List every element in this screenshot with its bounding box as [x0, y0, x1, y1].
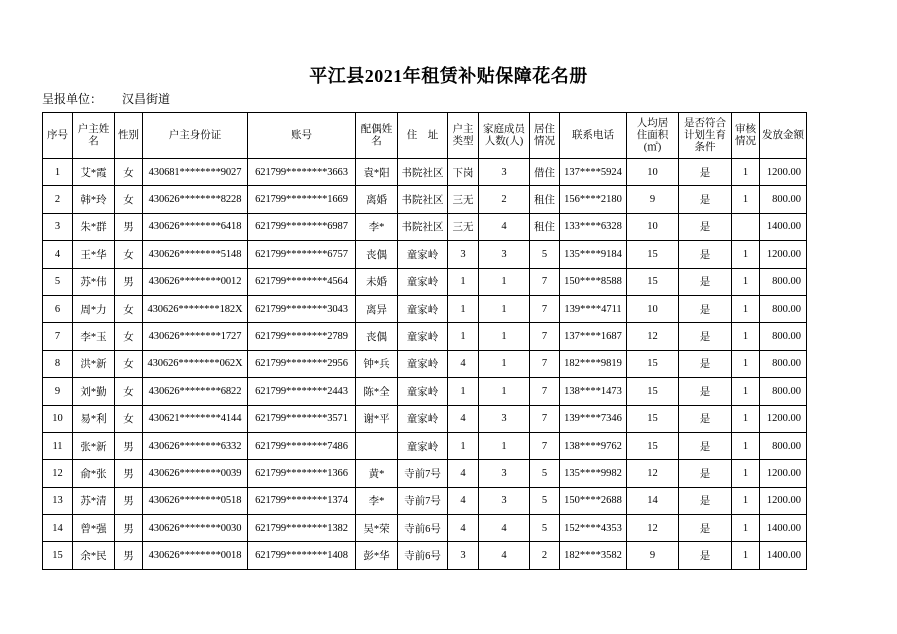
cell-id-number: 430626********6418	[143, 213, 248, 240]
cell-gender: 男	[115, 432, 143, 459]
cell-family-size: 1	[479, 268, 530, 295]
cell-area-per-person: 12	[627, 323, 679, 350]
cell-phone: 139****7346	[560, 405, 627, 432]
cell-spouse-name: 李*	[356, 487, 398, 514]
cell-account: 621799********1374	[248, 487, 356, 514]
table-row	[43, 186, 807, 213]
cell-account: 621799********2956	[248, 350, 356, 377]
cell-area-per-person: 12	[627, 515, 679, 542]
table-row	[43, 460, 807, 487]
cell-head-name: 易*利	[73, 405, 115, 432]
cell-account: 621799********3663	[248, 159, 356, 186]
cell-review-status: 1	[732, 159, 760, 186]
cell-amount: 800.00	[760, 295, 807, 322]
cell-spouse-name: 丧偶	[356, 323, 398, 350]
cell-amount: 800.00	[760, 268, 807, 295]
cell-id-number: 430626********0018	[143, 542, 248, 569]
cell-review-status: 1	[732, 186, 760, 213]
header-family-size: 家庭成员 人数(人)	[479, 113, 530, 159]
header-account: 账号	[248, 113, 356, 159]
cell-residence: 5	[530, 241, 560, 268]
cell-family-planning: 是	[679, 405, 732, 432]
cell-account: 621799********1669	[248, 186, 356, 213]
table-row	[43, 542, 807, 569]
cell-id-number: 430626********0039	[143, 460, 248, 487]
header-seq: 序号	[43, 113, 73, 159]
cell-family-planning: 是	[679, 268, 732, 295]
cell-head-name: 洪*新	[73, 350, 115, 377]
header-amount: 发放金额	[760, 113, 807, 159]
report-unit-value: 汉昌街道	[122, 92, 171, 106]
cell-amount: 1400.00	[760, 213, 807, 240]
cell-family-planning: 是	[679, 460, 732, 487]
cell-family-planning: 是	[679, 542, 732, 569]
cell-residence: 7	[530, 323, 560, 350]
cell-area-per-person: 9	[627, 542, 679, 569]
cell-gender: 女	[115, 405, 143, 432]
cell-address: 童家岭	[398, 405, 448, 432]
cell-head-name: 艾*霞	[73, 159, 115, 186]
cell-family-planning: 是	[679, 295, 732, 322]
cell-address: 书院社区	[398, 213, 448, 240]
cell-gender: 女	[115, 186, 143, 213]
cell-amount: 1400.00	[760, 542, 807, 569]
cell-gender: 女	[115, 241, 143, 268]
cell-gender: 女	[115, 323, 143, 350]
cell-phone: 137****1687	[560, 323, 627, 350]
cell-id-number: 430626********5148	[143, 241, 248, 268]
cell-spouse-name: 钟*兵	[356, 350, 398, 377]
cell-amount: 800.00	[760, 350, 807, 377]
cell-review-status: 1	[732, 378, 760, 405]
cell-residence: 租住	[530, 213, 560, 240]
cell-gender: 女	[115, 350, 143, 377]
cell-residence: 7	[530, 295, 560, 322]
cell-spouse-name: 离异	[356, 295, 398, 322]
cell-amount: 800.00	[760, 186, 807, 213]
cell-phone: 150****2688	[560, 487, 627, 514]
cell-address: 书院社区	[398, 159, 448, 186]
cell-family-size: 4	[479, 213, 530, 240]
cell-amount: 1200.00	[760, 159, 807, 186]
cell-residence: 7	[530, 268, 560, 295]
cell-spouse-name: 黄*	[356, 460, 398, 487]
cell-head-type: 三无	[448, 186, 479, 213]
cell-review-status: 1	[732, 487, 760, 514]
cell-gender: 女	[115, 378, 143, 405]
cell-family-size: 3	[479, 460, 530, 487]
report-unit-label: 呈报单位：	[42, 92, 103, 106]
cell-seq: 15	[43, 542, 73, 569]
cell-family-size: 3	[479, 241, 530, 268]
cell-family-size: 4	[479, 515, 530, 542]
cell-account: 621799********3571	[248, 405, 356, 432]
cell-account: 621799********2789	[248, 323, 356, 350]
table-row	[43, 268, 807, 295]
cell-review-status: 1	[732, 515, 760, 542]
table-row	[43, 350, 807, 377]
cell-phone: 133****6328	[560, 213, 627, 240]
cell-id-number: 430626********0518	[143, 487, 248, 514]
cell-amount: 800.00	[760, 432, 807, 459]
cell-amount: 1200.00	[760, 487, 807, 514]
table-row	[43, 378, 807, 405]
cell-gender: 女	[115, 295, 143, 322]
cell-head-type: 三无	[448, 213, 479, 240]
cell-account: 621799********1408	[248, 542, 356, 569]
table-row	[43, 295, 807, 322]
cell-id-number: 430626********182X	[143, 295, 248, 322]
cell-address: 童家岭	[398, 268, 448, 295]
table-row	[43, 432, 807, 459]
cell-head-name: 苏*伟	[73, 268, 115, 295]
cell-gender: 男	[115, 515, 143, 542]
report-unit	[42, 90, 170, 107]
cell-id-number: 430626********6822	[143, 378, 248, 405]
cell-family-size: 4	[479, 542, 530, 569]
cell-id-number: 430621********4144	[143, 405, 248, 432]
cell-area-per-person: 15	[627, 241, 679, 268]
cell-seq: 6	[43, 295, 73, 322]
table-row	[43, 241, 807, 268]
cell-spouse-name: 李*	[356, 213, 398, 240]
cell-family-planning: 是	[679, 241, 732, 268]
cell-phone: 135****9982	[560, 460, 627, 487]
cell-head-type: 3	[448, 241, 479, 268]
cell-review-status: 1	[732, 405, 760, 432]
cell-gender: 男	[115, 487, 143, 514]
cell-id-number: 430626********0012	[143, 268, 248, 295]
cell-review-status: 1	[732, 268, 760, 295]
cell-residence: 5	[530, 515, 560, 542]
cell-head-name: 朱*群	[73, 213, 115, 240]
cell-spouse-name: 未婚	[356, 268, 398, 295]
cell-spouse-name: 谢*平	[356, 405, 398, 432]
cell-seq: 1	[43, 159, 73, 186]
cell-family-size: 3	[479, 159, 530, 186]
cell-spouse-name: 丧偶	[356, 241, 398, 268]
cell-phone: 150****8588	[560, 268, 627, 295]
cell-seq: 11	[43, 432, 73, 459]
cell-id-number: 430681********9027	[143, 159, 248, 186]
cell-family-size: 2	[479, 186, 530, 213]
cell-area-per-person: 15	[627, 350, 679, 377]
cell-seq: 12	[43, 460, 73, 487]
header-area-per-person: 人均居 住面积 (㎡)	[627, 113, 679, 159]
cell-head-type: 下岗	[448, 159, 479, 186]
cell-address: 童家岭	[398, 323, 448, 350]
cell-residence: 2	[530, 542, 560, 569]
cell-head-type: 4	[448, 350, 479, 377]
cell-family-planning: 是	[679, 213, 732, 240]
cell-residence: 7	[530, 405, 560, 432]
cell-head-name: 俞*张	[73, 460, 115, 487]
cell-area-per-person: 10	[627, 159, 679, 186]
cell-address: 寺前7号	[398, 460, 448, 487]
cell-family-planning: 是	[679, 432, 732, 459]
roster-table	[42, 112, 807, 570]
cell-account: 621799********7486	[248, 432, 356, 459]
table-row	[43, 487, 807, 514]
cell-residence: 7	[530, 350, 560, 377]
cell-address: 童家岭	[398, 241, 448, 268]
header-phone: 联系电话	[560, 113, 627, 159]
header-gender: 性别	[115, 113, 143, 159]
cell-review-status	[732, 213, 760, 240]
cell-head-name: 曾*强	[73, 515, 115, 542]
cell-gender: 男	[115, 460, 143, 487]
cell-family-planning: 是	[679, 159, 732, 186]
cell-gender: 男	[115, 268, 143, 295]
header-row	[43, 113, 807, 159]
cell-family-planning: 是	[679, 378, 732, 405]
cell-address: 童家岭	[398, 432, 448, 459]
cell-amount: 1200.00	[760, 460, 807, 487]
cell-id-number: 430626********062X	[143, 350, 248, 377]
cell-family-size: 1	[479, 432, 530, 459]
cell-area-per-person: 15	[627, 268, 679, 295]
cell-amount: 800.00	[760, 323, 807, 350]
cell-review-status: 1	[732, 542, 760, 569]
cell-phone: 135****9184	[560, 241, 627, 268]
cell-residence: 借住	[530, 159, 560, 186]
cell-gender: 女	[115, 159, 143, 186]
cell-phone: 152****4353	[560, 515, 627, 542]
cell-head-name: 余*民	[73, 542, 115, 569]
cell-family-planning: 是	[679, 350, 732, 377]
cell-account: 621799********3043	[248, 295, 356, 322]
cell-residence: 5	[530, 487, 560, 514]
cell-review-status: 1	[732, 350, 760, 377]
cell-amount: 1400.00	[760, 515, 807, 542]
cell-seq: 13	[43, 487, 73, 514]
cell-head-type: 1	[448, 432, 479, 459]
cell-amount: 800.00	[760, 378, 807, 405]
cell-spouse-name: 袁*阳	[356, 159, 398, 186]
cell-amount: 1200.00	[760, 241, 807, 268]
cell-area-per-person: 15	[627, 432, 679, 459]
cell-seq: 10	[43, 405, 73, 432]
cell-head-type: 4	[448, 515, 479, 542]
cell-seq: 14	[43, 515, 73, 542]
cell-id-number: 430626********0030	[143, 515, 248, 542]
cell-review-status: 1	[732, 432, 760, 459]
cell-head-name: 李*玉	[73, 323, 115, 350]
header-id-number: 户主身份证	[143, 113, 248, 159]
cell-address: 寺前6号	[398, 515, 448, 542]
cell-id-number: 430626********8228	[143, 186, 248, 213]
cell-area-per-person: 15	[627, 405, 679, 432]
cell-family-size: 1	[479, 350, 530, 377]
table-row	[43, 405, 807, 432]
cell-address: 寺前7号	[398, 487, 448, 514]
cell-spouse-name: 彭*华	[356, 542, 398, 569]
cell-head-type: 4	[448, 487, 479, 514]
header-review-status: 审核 情况	[732, 113, 760, 159]
cell-review-status: 1	[732, 241, 760, 268]
cell-head-name: 刘*勤	[73, 378, 115, 405]
cell-account: 621799********2443	[248, 378, 356, 405]
cell-id-number: 430626********6332	[143, 432, 248, 459]
cell-spouse-name: 陈*全	[356, 378, 398, 405]
cell-family-planning: 是	[679, 515, 732, 542]
cell-family-size: 3	[479, 405, 530, 432]
cell-residence: 7	[530, 378, 560, 405]
cell-phone: 137****5924	[560, 159, 627, 186]
cell-head-type: 1	[448, 378, 479, 405]
cell-seq: 4	[43, 241, 73, 268]
cell-area-per-person: 15	[627, 378, 679, 405]
cell-residence: 5	[530, 460, 560, 487]
cell-address: 童家岭	[398, 295, 448, 322]
cell-seq: 2	[43, 186, 73, 213]
cell-seq: 9	[43, 378, 73, 405]
cell-account: 621799********6987	[248, 213, 356, 240]
cell-address: 童家岭	[398, 350, 448, 377]
cell-review-status: 1	[732, 323, 760, 350]
header-family-planning: 是否符合 计划生育 条件	[679, 113, 732, 159]
cell-account: 621799********6757	[248, 241, 356, 268]
cell-head-type: 1	[448, 268, 479, 295]
cell-head-name: 王*华	[73, 241, 115, 268]
header-head-name: 户主姓 名	[73, 113, 115, 159]
cell-family-size: 1	[479, 323, 530, 350]
cell-seq: 5	[43, 268, 73, 295]
cell-phone: 156****2180	[560, 186, 627, 213]
cell-area-per-person: 9	[627, 186, 679, 213]
cell-phone: 139****4711	[560, 295, 627, 322]
cell-seq: 3	[43, 213, 73, 240]
cell-residence: 租住	[530, 186, 560, 213]
cell-seq: 8	[43, 350, 73, 377]
cell-head-type: 1	[448, 295, 479, 322]
cell-head-type: 1	[448, 323, 479, 350]
cell-phone: 182****9819	[560, 350, 627, 377]
cell-area-per-person: 14	[627, 487, 679, 514]
cell-account: 621799********1366	[248, 460, 356, 487]
cell-phone: 182****3582	[560, 542, 627, 569]
cell-account: 621799********4564	[248, 268, 356, 295]
cell-gender: 男	[115, 213, 143, 240]
cell-head-type: 3	[448, 542, 479, 569]
cell-residence: 7	[530, 432, 560, 459]
table-row	[43, 159, 807, 186]
cell-address: 寺前6号	[398, 542, 448, 569]
cell-amount: 1200.00	[760, 405, 807, 432]
document-title: 平江县2021年租赁补贴保障花名册	[309, 66, 588, 86]
cell-head-type: 4	[448, 460, 479, 487]
cell-head-name: 韩*玲	[73, 186, 115, 213]
cell-head-name: 苏*清	[73, 487, 115, 514]
cell-spouse-name	[356, 432, 398, 459]
cell-phone: 138****9762	[560, 432, 627, 459]
cell-head-name: 张*新	[73, 432, 115, 459]
table-row	[43, 213, 807, 240]
cell-address: 书院社区	[398, 186, 448, 213]
cell-seq: 7	[43, 323, 73, 350]
cell-family-size: 1	[479, 295, 530, 322]
cell-family-size: 3	[479, 487, 530, 514]
header-head-type: 户主 类型	[448, 113, 479, 159]
table-row	[43, 515, 807, 542]
cell-account: 621799********1382	[248, 515, 356, 542]
cell-area-per-person: 10	[627, 295, 679, 322]
cell-family-planning: 是	[679, 186, 732, 213]
header-address: 住 址	[398, 113, 448, 159]
cell-review-status: 1	[732, 295, 760, 322]
table-row	[43, 323, 807, 350]
cell-address: 童家岭	[398, 378, 448, 405]
cell-area-per-person: 12	[627, 460, 679, 487]
cell-gender: 男	[115, 542, 143, 569]
cell-id-number: 430626********1727	[143, 323, 248, 350]
cell-head-type: 4	[448, 405, 479, 432]
cell-spouse-name: 离婚	[356, 186, 398, 213]
cell-family-planning: 是	[679, 487, 732, 514]
header-spouse-name: 配偶姓 名	[356, 113, 398, 159]
cell-family-size: 1	[479, 378, 530, 405]
cell-review-status: 1	[732, 460, 760, 487]
cell-family-planning: 是	[679, 323, 732, 350]
cell-area-per-person: 10	[627, 213, 679, 240]
cell-phone: 138****1473	[560, 378, 627, 405]
cell-head-name: 周*力	[73, 295, 115, 322]
cell-spouse-name: 吴*荣	[356, 515, 398, 542]
header-residence: 居住 情况	[530, 113, 560, 159]
